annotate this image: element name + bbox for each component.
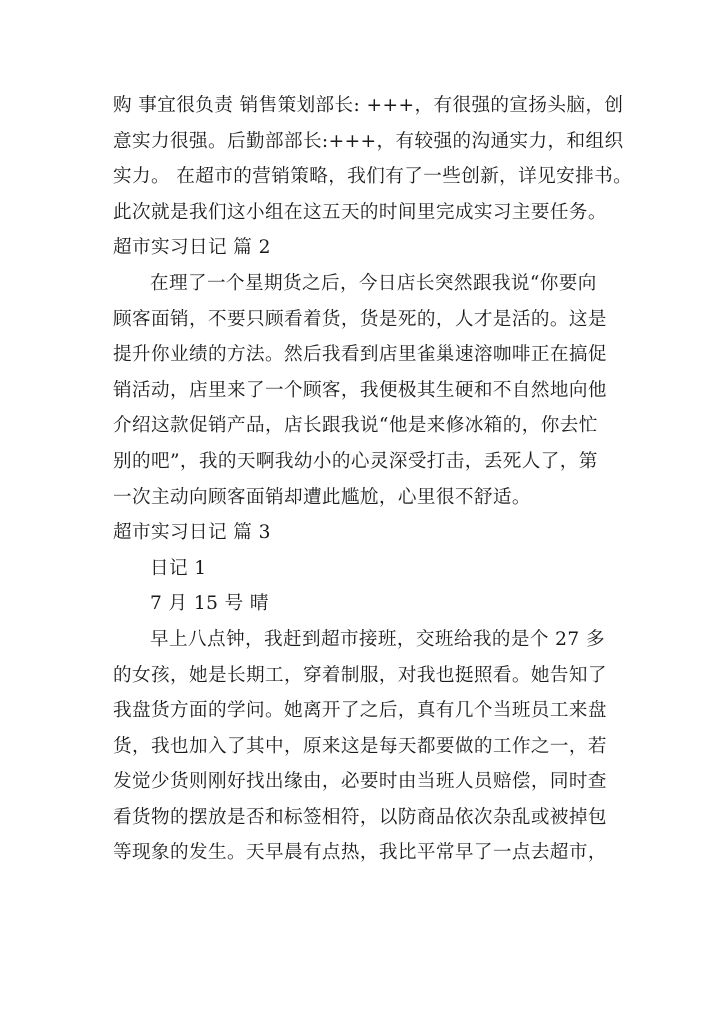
section-heading: 超市实习日记 篇 3 bbox=[113, 522, 271, 544]
text-line: 早上八点钟，我赶到超市接班，交班给我的是个 27 多 bbox=[150, 628, 605, 650]
text-line: 介绍这款促销产品，店长跟我说“他是来修冰箱的，你去忙 bbox=[113, 415, 598, 437]
text-line: 我盘货方面的学问。她离开了之后，真有几个当班员工来盘 bbox=[113, 700, 607, 722]
diary-title: 日记 1 bbox=[150, 557, 207, 579]
text-line: 销活动，店里来了一个顾客，我便极其生硬和不自然地向他 bbox=[113, 379, 607, 401]
text-line: 一次主动向顾客面销却遭此尴尬，心里很不舒适。 bbox=[113, 486, 531, 508]
text-line: 别的吧”，我的天啊我幼小的心灵深受打击，丢死人了，第 bbox=[113, 450, 598, 472]
text-line: 购 事宜很负责 销售策划部长: +++，有很强的宣扬头脑，创 bbox=[113, 95, 624, 116]
text-line: 在理了一个星期货之后，今日店长突然跟我说“你要向 bbox=[150, 272, 597, 294]
text-line: 货，我也加入了其中，原来这是每天都要做的工作之一，若 bbox=[113, 735, 607, 757]
text-line: 看货物的摆放是否和标签相符，以防商品依次杂乱或被掉包 bbox=[113, 806, 607, 828]
text-line: 的女孩，她是长期工，穿着制服，对我也挺照看。她告知了 bbox=[113, 664, 607, 686]
text-line: 发觉少货则刚好找出缘由，必要时由当班人员赔偿，同时查 bbox=[113, 771, 607, 793]
text-line: 实力。 在超市的营销策略，我们有了一些创新，详见安排书。 bbox=[113, 166, 633, 188]
text-line: 意实力很强。后勤部部长:+++，有较强的沟通实力，和组织 bbox=[113, 130, 624, 152]
diary-date: 7 月 15 号 晴 bbox=[150, 593, 269, 615]
text-line: 顾客面销，不要只顾看着货，货是死的，人才是活的。这是 bbox=[113, 308, 607, 330]
text-line: 提升你业绩的方法。然后我看到店里雀巢速溶咖啡正在搞促 bbox=[113, 344, 607, 366]
text-line: 等现象的发生。天早晨有点热，我比平常早了一点去超市， bbox=[113, 842, 607, 864]
document-page bbox=[113, 88, 633, 871]
section-heading: 超市实习日记 篇 2 bbox=[113, 237, 271, 259]
text-line: 此次就是我们这小组在这五天的时间里完成实习主要任务。 bbox=[113, 201, 607, 223]
